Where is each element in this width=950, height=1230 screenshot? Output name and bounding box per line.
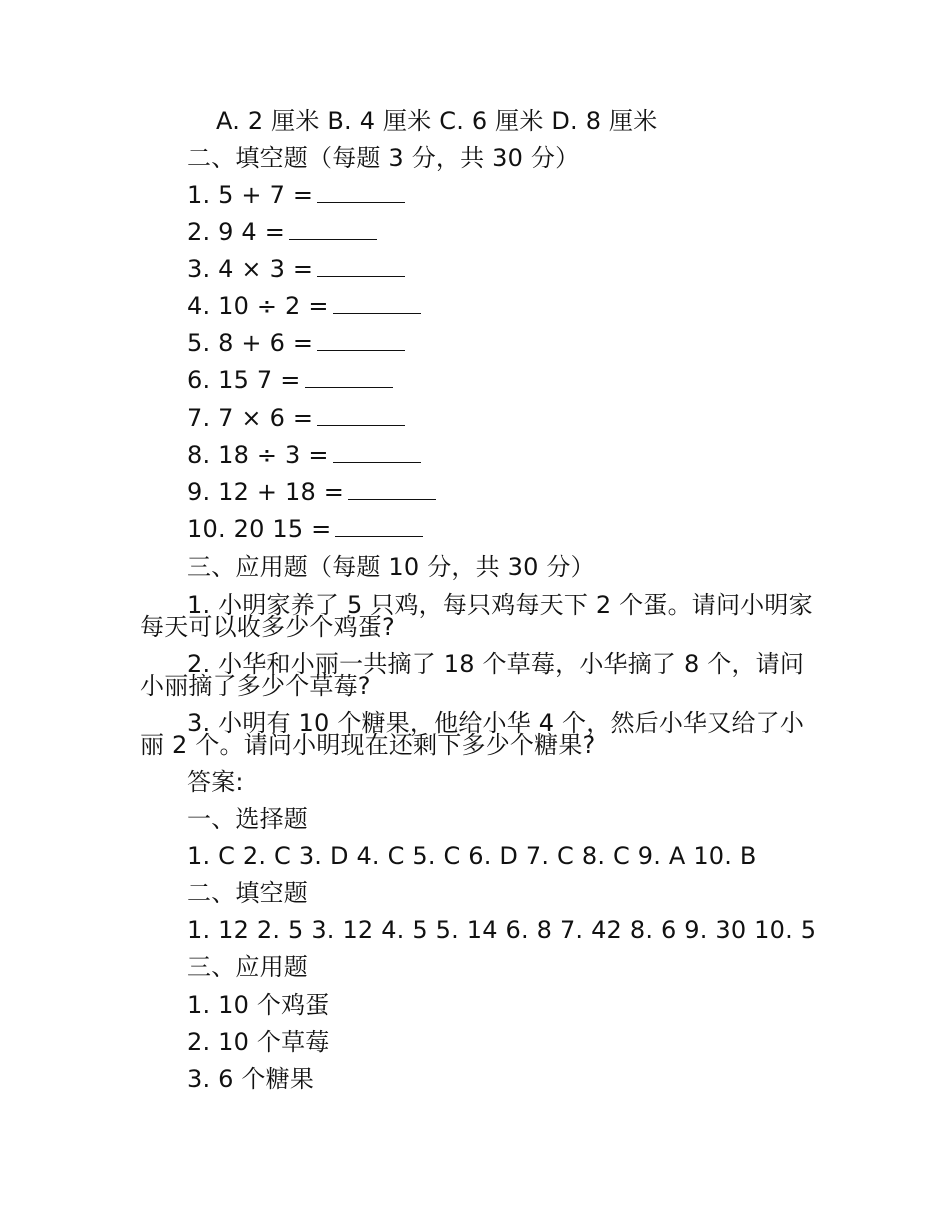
answers-choice-list: 1. C 2. C 3. D 4. C 5. C 6. D 7. C 8. C 9. A 10. B — [187, 842, 757, 870]
fill-item-text: 2. 9 4 = — [187, 218, 286, 246]
fill-item-text: 9. 12 + 18 = — [187, 478, 345, 506]
fill-item — [187, 217, 377, 247]
answers-application-item: 2. 10 个草莓 — [187, 1028, 330, 1056]
answer-blank — [289, 217, 377, 240]
fill-item-text: 10. 20 15 = — [187, 515, 332, 543]
application-question-2-cont: 小丽摘了多少个草莓? — [140, 672, 371, 700]
fill-item — [187, 514, 423, 544]
fill-item-text: 4. 10 ÷ 2 = — [187, 292, 329, 320]
fill-item-text: 3. 4 × 3 = — [187, 255, 314, 283]
fill-item — [187, 477, 436, 507]
fill-item-text: 5. 8 + 6 = — [187, 329, 314, 357]
answers-application-heading: 三、应用题 — [187, 953, 308, 981]
fill-item-text: 6. 15 7 = — [187, 366, 301, 394]
answers-fill-list: 1. 12 2. 5 3. 12 4. 5 5. 14 6. 8 7. 42 8. 6 9. 30 10. 5 — [187, 916, 817, 944]
fill-item — [187, 365, 393, 395]
answer-blank — [317, 328, 405, 351]
answers-fill-heading: 二、填空题 — [187, 879, 308, 907]
fill-item — [187, 254, 405, 284]
fill-item — [187, 403, 405, 433]
fill-item — [187, 291, 421, 321]
fill-item — [187, 440, 421, 470]
application-question-1-cont: 每天可以收多少个鸡蛋? — [140, 613, 395, 641]
fill-heading: 二、填空题（每题 3 分，共 30 分） — [187, 144, 580, 172]
answer-blank — [305, 365, 393, 388]
answers-application-item: 3. 6 个糖果 — [187, 1065, 315, 1093]
answer-blank — [317, 254, 405, 277]
choice-options-line: A. 2 厘米 B. 4 厘米 C. 6 厘米 D. 8 厘米 — [216, 107, 658, 135]
fill-item-text: 7. 7 × 6 = — [187, 404, 314, 432]
application-question-2: 2. 小华和小丽一共摘了 18 个草莓，小华摘了 8 个，请问 — [187, 650, 805, 678]
answer-blank — [333, 440, 421, 463]
answer-blank — [348, 477, 436, 500]
fill-item-text: 8. 18 ÷ 3 = — [187, 441, 329, 469]
application-question-3: 3. 小明有 10 个糖果，他给小华 4 个，然后小华又给了小 — [187, 709, 805, 737]
application-question-3-cont: 丽 2 个。请问小明现在还剩下多少个糖果? — [140, 731, 596, 759]
answers-choice-heading: 一、选择题 — [187, 805, 308, 833]
fill-item — [187, 328, 405, 358]
application-heading: 三、应用题（每题 10 分，共 30 分） — [187, 553, 595, 581]
answers-application-item: 1. 10 个鸡蛋 — [187, 991, 330, 1019]
answer-blank — [333, 291, 421, 314]
fill-item — [187, 180, 405, 210]
answer-blank — [335, 514, 423, 537]
application-question-1: 1. 小明家养了 5 只鸡，每只鸡每天下 2 个蛋。请问小明家 — [187, 591, 813, 619]
answers-title: 答案: — [187, 768, 244, 796]
answer-blank — [317, 403, 405, 426]
fill-item-text: 1. 5 + 7 = — [187, 181, 314, 209]
answer-blank — [317, 180, 405, 203]
